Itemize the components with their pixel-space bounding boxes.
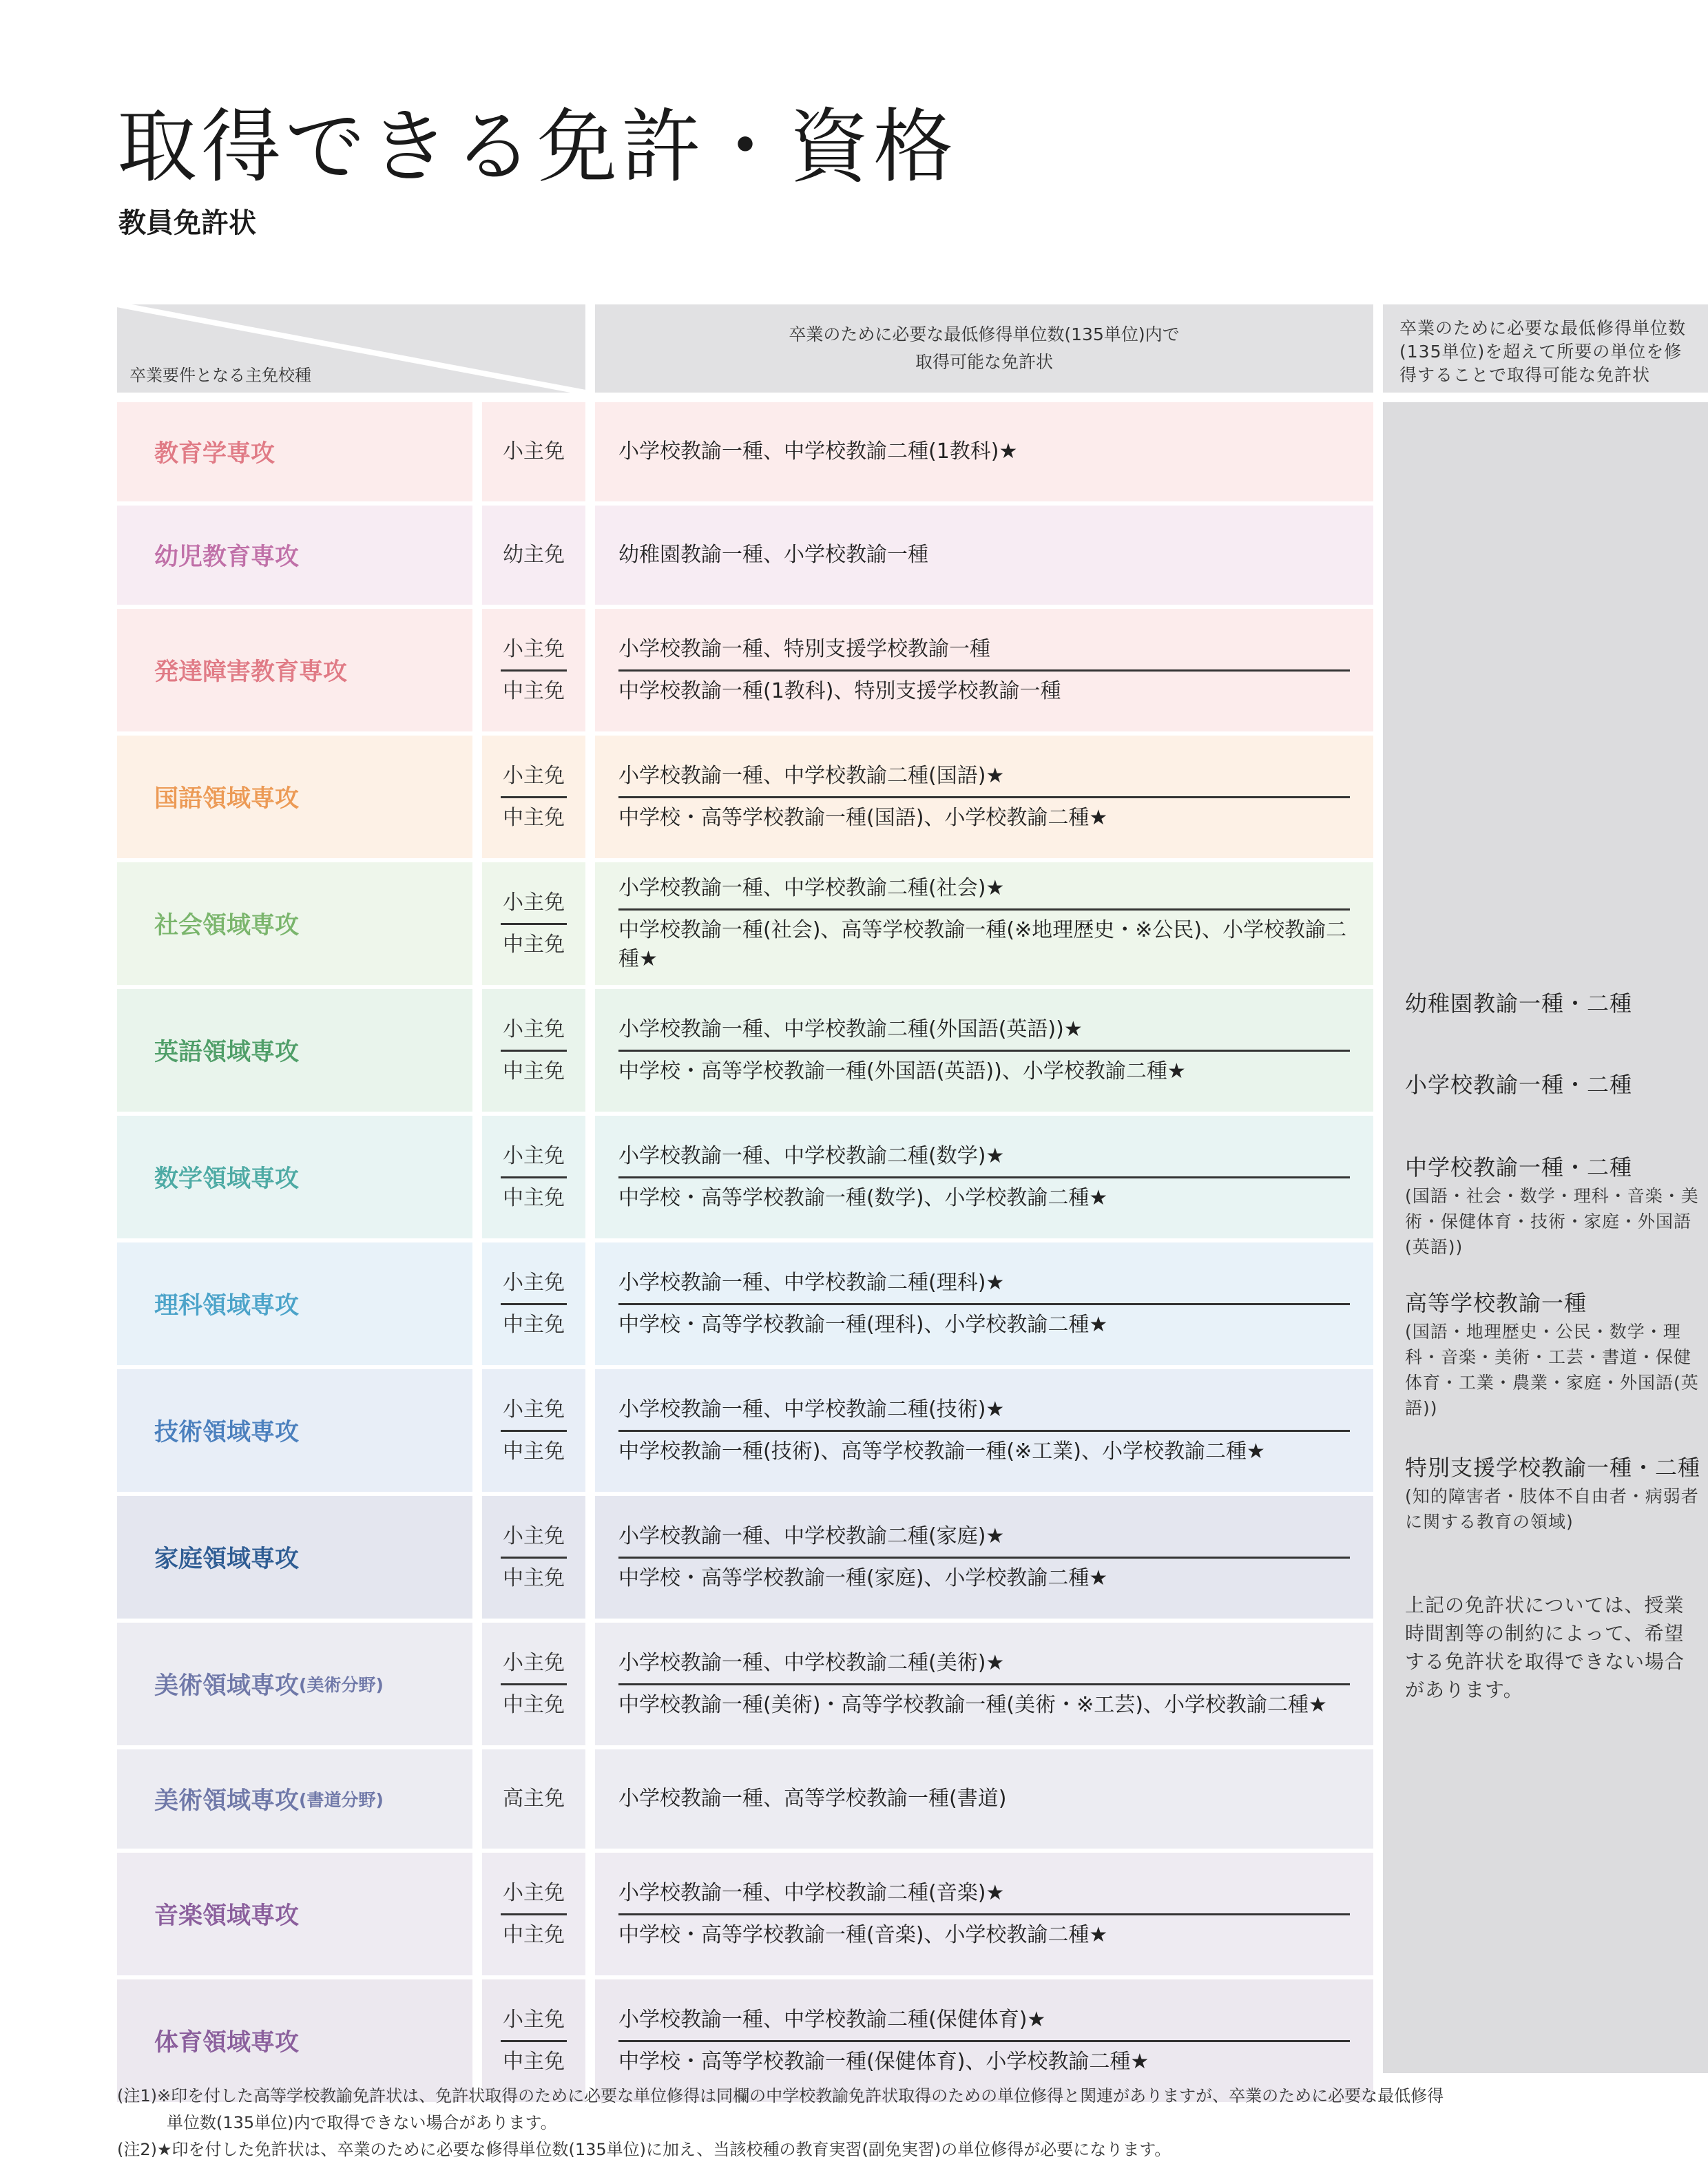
license-text: 中学校・高等学校教諭一種(外国語(英語))、小学校教諭二種★ — [618, 1059, 1186, 1083]
major-name-cell — [117, 1369, 472, 1492]
major-name: 美術領域専攻 — [154, 1672, 300, 1700]
license-cell — [595, 506, 1373, 605]
school-level: 小主免 — [501, 883, 567, 925]
footnote-1-cont: 単位数(135単位)内で取得できない場合があります。 — [167, 2113, 557, 2132]
table-row — [117, 862, 1373, 985]
side-high-school: 高等学校教諭一種 — [1405, 1290, 1587, 1316]
school-level-cell — [482, 1749, 585, 1849]
license-text: 小学校教諭一種、高等学校教諭一種(書道) — [618, 1787, 1007, 1811]
table-row — [117, 402, 1373, 501]
side-note: 上記の免許状については、授業時間割等の制約によって、希望する免許状を取得できない場合があります。 — [1405, 1594, 1685, 1701]
major-name-cell — [117, 506, 472, 605]
license-text: 幼稚園教諭一種、小学校教諭一種 — [618, 543, 928, 567]
license-cell — [595, 1369, 1373, 1492]
table-row — [117, 1242, 1373, 1365]
license-text: 中学校教諭一種(技術)、高等学校教諭一種(※工業)、小学校教諭二種★ — [618, 1439, 1265, 1464]
license-text: 小学校教諭一種、中学校教諭二種(保健体育)★ — [618, 2000, 1350, 2042]
major-subfield: (書道分野) — [299, 1790, 384, 1810]
school-level-cell — [482, 1623, 585, 1745]
side-kindergarten: 幼稚園教諭一種・二種 — [1405, 990, 1633, 1017]
major-name-cell — [117, 862, 472, 985]
page-title: 取得できる免許・資格 — [117, 101, 957, 194]
header-mid-line-2: 取得可能な免許状 — [915, 352, 1053, 372]
school-level-cell — [482, 1369, 585, 1492]
major-name-cell — [117, 1496, 472, 1619]
school-level: 小主免 — [501, 630, 567, 672]
license-text: 小学校教諭一種、中学校教諭二種(国語)★ — [618, 756, 1350, 798]
side-junior-high: 中学校教諭一種・二種 — [1405, 1154, 1633, 1181]
beyond-credits-panel — [1383, 402, 1708, 2073]
school-level: 小主免 — [501, 1517, 567, 1559]
license-text: 中学校・高等学校教諭一種(国語)、小学校教諭二種★ — [618, 805, 1108, 830]
school-level: 小主免 — [501, 1263, 567, 1305]
school-level: 中主免 — [503, 1059, 565, 1083]
major-name: 教育学専攻 — [154, 440, 275, 468]
license-text: 中学校・高等学校教諭一種(保健体育)、小学校教諭二種★ — [618, 2049, 1149, 2074]
major-name-cell — [117, 736, 472, 858]
table-row — [117, 1496, 1373, 1619]
school-level: 小主免 — [501, 1873, 567, 1915]
school-level-cell — [482, 989, 585, 1112]
school-level: 中主免 — [503, 1566, 565, 1590]
major-subfield: (美術分野) — [299, 1675, 384, 1695]
license-text: 中学校・高等学校教諭一種(音楽)、小学校教諭二種★ — [618, 1922, 1108, 1947]
license-cell — [595, 1749, 1373, 1849]
table-row — [117, 1749, 1373, 1849]
school-level-cell — [482, 1496, 585, 1619]
side-high-school-detail: (国語・地理歴史・公民・数学・理科・音楽・美術・工芸・書道・保健体育・工業・農業・家庭・外国語(英語)) — [1405, 1322, 1699, 1418]
major-name-cell — [117, 1116, 472, 1238]
school-level: 中主免 — [503, 1692, 565, 1717]
school-level-cell — [482, 1853, 585, 1975]
major-name-cell — [117, 1853, 472, 1975]
school-level: 中主免 — [503, 1439, 565, 1464]
table-row — [117, 989, 1373, 1112]
license-text: 小学校教諭一種、中学校教諭二種(社会)★ — [618, 869, 1350, 911]
license-text: 小学校教諭一種、中学校教諭二種(美術)★ — [618, 1643, 1350, 1685]
major-name: 家庭領域専攻 — [154, 1546, 300, 1573]
school-level-cell — [482, 1116, 585, 1238]
header-left-label: 卒業要件となる主免校種 — [129, 366, 311, 385]
school-level-cell — [482, 506, 585, 605]
school-level-cell — [482, 736, 585, 858]
footnote-2: (注2)★印を付した免許状は、卒業のために必要な修得単位数(135単位)に加え、当該校種の教育実習(副免実習)の単位修得が必要になります。 — [117, 2140, 1171, 2159]
table-row — [117, 1369, 1373, 1492]
school-level: 中主免 — [503, 932, 565, 957]
license-text: 小学校教諭一種、中学校教諭二種(技術)★ — [618, 1390, 1350, 1432]
table-row — [117, 609, 1373, 731]
school-level: 小主免 — [501, 756, 567, 798]
header-major-column — [117, 304, 585, 393]
school-level: 中主免 — [503, 1185, 565, 1210]
school-level-cell — [482, 402, 585, 501]
license-text: 小学校教諭一種、特別支援学校教諭一種 — [618, 630, 1350, 672]
school-level: 小主免 — [501, 1643, 567, 1685]
school-level: 中主免 — [503, 2049, 565, 2074]
school-level: 高主免 — [503, 1787, 565, 1811]
school-level-cell — [482, 1242, 585, 1365]
license-cell — [595, 1623, 1373, 1745]
major-name-cell — [117, 1749, 472, 1849]
major-name: 美術領域専攻 — [154, 1787, 300, 1815]
school-level: 中主免 — [503, 805, 565, 830]
table-row — [117, 506, 1373, 605]
school-level: 小主免 — [501, 1390, 567, 1432]
school-level: 中主免 — [503, 1922, 565, 1947]
license-cell — [595, 402, 1373, 501]
footnotes — [117, 2083, 1612, 2163]
header-right-line-1: 卒業のために必要な最低修得単位数 — [1399, 318, 1687, 338]
license-cell — [595, 989, 1373, 1112]
school-level: 小主免 — [501, 2000, 567, 2042]
school-level: 小主免 — [501, 1010, 567, 1052]
major-name: 技術領域専攻 — [154, 1419, 300, 1446]
license-cell — [595, 862, 1373, 985]
school-level: 小主免 — [501, 1136, 567, 1178]
license-text: 小学校教諭一種、中学校教諭二種(1教科)★ — [618, 439, 1018, 464]
header-beyond-credits — [1383, 304, 1708, 393]
major-name: 英語領域専攻 — [154, 1039, 300, 1066]
side-special-support: 特別支援学校教諭一種・二種 — [1405, 1455, 1701, 1481]
license-text: 中学校・高等学校教諭一種(理科)、小学校教諭二種★ — [618, 1312, 1108, 1337]
header-right-line-3: 得することで取得可能な免許状 — [1399, 365, 1651, 385]
major-name: 社会領域専攻 — [154, 912, 300, 939]
major-name: 音楽領域専攻 — [154, 1902, 300, 1930]
major-name: 数学領域専攻 — [154, 1165, 300, 1193]
license-text: 小学校教諭一種、中学校教諭二種(外国語(英語))★ — [618, 1010, 1350, 1052]
school-level: 中主免 — [503, 1312, 565, 1337]
school-level: 中主免 — [503, 678, 565, 703]
license-cell — [595, 1116, 1373, 1238]
table-row — [117, 1116, 1373, 1238]
license-text: 中学校・高等学校教諭一種(数学)、小学校教諭二種★ — [618, 1185, 1108, 1210]
major-name: 国語領域専攻 — [154, 785, 300, 813]
major-name-cell — [117, 989, 472, 1112]
license-text: 中学校教諭一種(社会)、高等学校教諭一種(※地理歴史・※公民)、小学校教諭二種★ — [618, 917, 1347, 971]
license-text: 中学校教諭一種(美術)・高等学校教諭一種(美術・※工芸)、小学校教諭二種★ — [618, 1692, 1327, 1717]
major-name-cell — [117, 609, 472, 731]
school-level-cell — [482, 609, 585, 731]
license-text: 小学校教諭一種、中学校教諭二種(家庭)★ — [618, 1517, 1350, 1559]
license-text: 中学校教諭一種(1教科)、特別支援学校教諭一種 — [618, 678, 1061, 703]
major-name-cell — [117, 1242, 472, 1365]
license-text: 小学校教諭一種、中学校教諭二種(数学)★ — [618, 1136, 1350, 1178]
footnote-1: (注1)※印を付した高等学校教諭免許状は、免許状取得のために必要な単位修得は同欄の中学校教諭免許状取得のための単位修得と関連がありますが、卒業のために必要な最低修得 — [117, 2086, 1444, 2105]
side-special-support-detail: (知的障害者・肢体不自由者・病弱者に関する教育の領域) — [1405, 1486, 1699, 1532]
school-level: 幼主免 — [503, 543, 565, 567]
header-mid-line-1: 卒業のために必要な最低修得単位数(135単位)内で — [789, 324, 1180, 344]
school-level: 小主免 — [503, 439, 565, 464]
table-row — [117, 736, 1373, 858]
license-cell — [595, 1496, 1373, 1619]
license-text: 小学校教諭一種、中学校教諭二種(音楽)★ — [618, 1873, 1350, 1915]
section-subtitle: 教員免許状 — [118, 207, 256, 239]
major-name-cell — [117, 1623, 472, 1745]
side-elementary: 小学校教諭一種・二種 — [1405, 1072, 1633, 1098]
license-cell — [595, 609, 1373, 731]
license-text: 小学校教諭一種、中学校教諭二種(理科)★ — [618, 1263, 1350, 1305]
major-name-cell — [117, 402, 472, 501]
license-cell — [595, 1853, 1373, 1975]
license-cell — [595, 1242, 1373, 1365]
table-row — [117, 1853, 1373, 1975]
header-within-credits — [595, 304, 1373, 393]
major-name: 幼児教育専攻 — [154, 543, 300, 571]
major-name: 体育領域専攻 — [154, 2029, 300, 2057]
side-junior-high-detail: (国語・社会・数学・理科・音楽・美術・保健体育・技術・家庭・外国語(英語)) — [1405, 1186, 1699, 1257]
major-name: 発達障害教育専攻 — [154, 658, 348, 686]
major-name: 理科領域専攻 — [154, 1292, 300, 1320]
header-right-line-2: (135単位)を超えて所要の単位を修 — [1399, 342, 1683, 362]
school-level-cell — [482, 862, 585, 985]
table-row — [117, 1623, 1373, 1745]
license-cell — [595, 736, 1373, 858]
license-text: 中学校・高等学校教諭一種(家庭)、小学校教諭二種★ — [618, 1566, 1108, 1590]
